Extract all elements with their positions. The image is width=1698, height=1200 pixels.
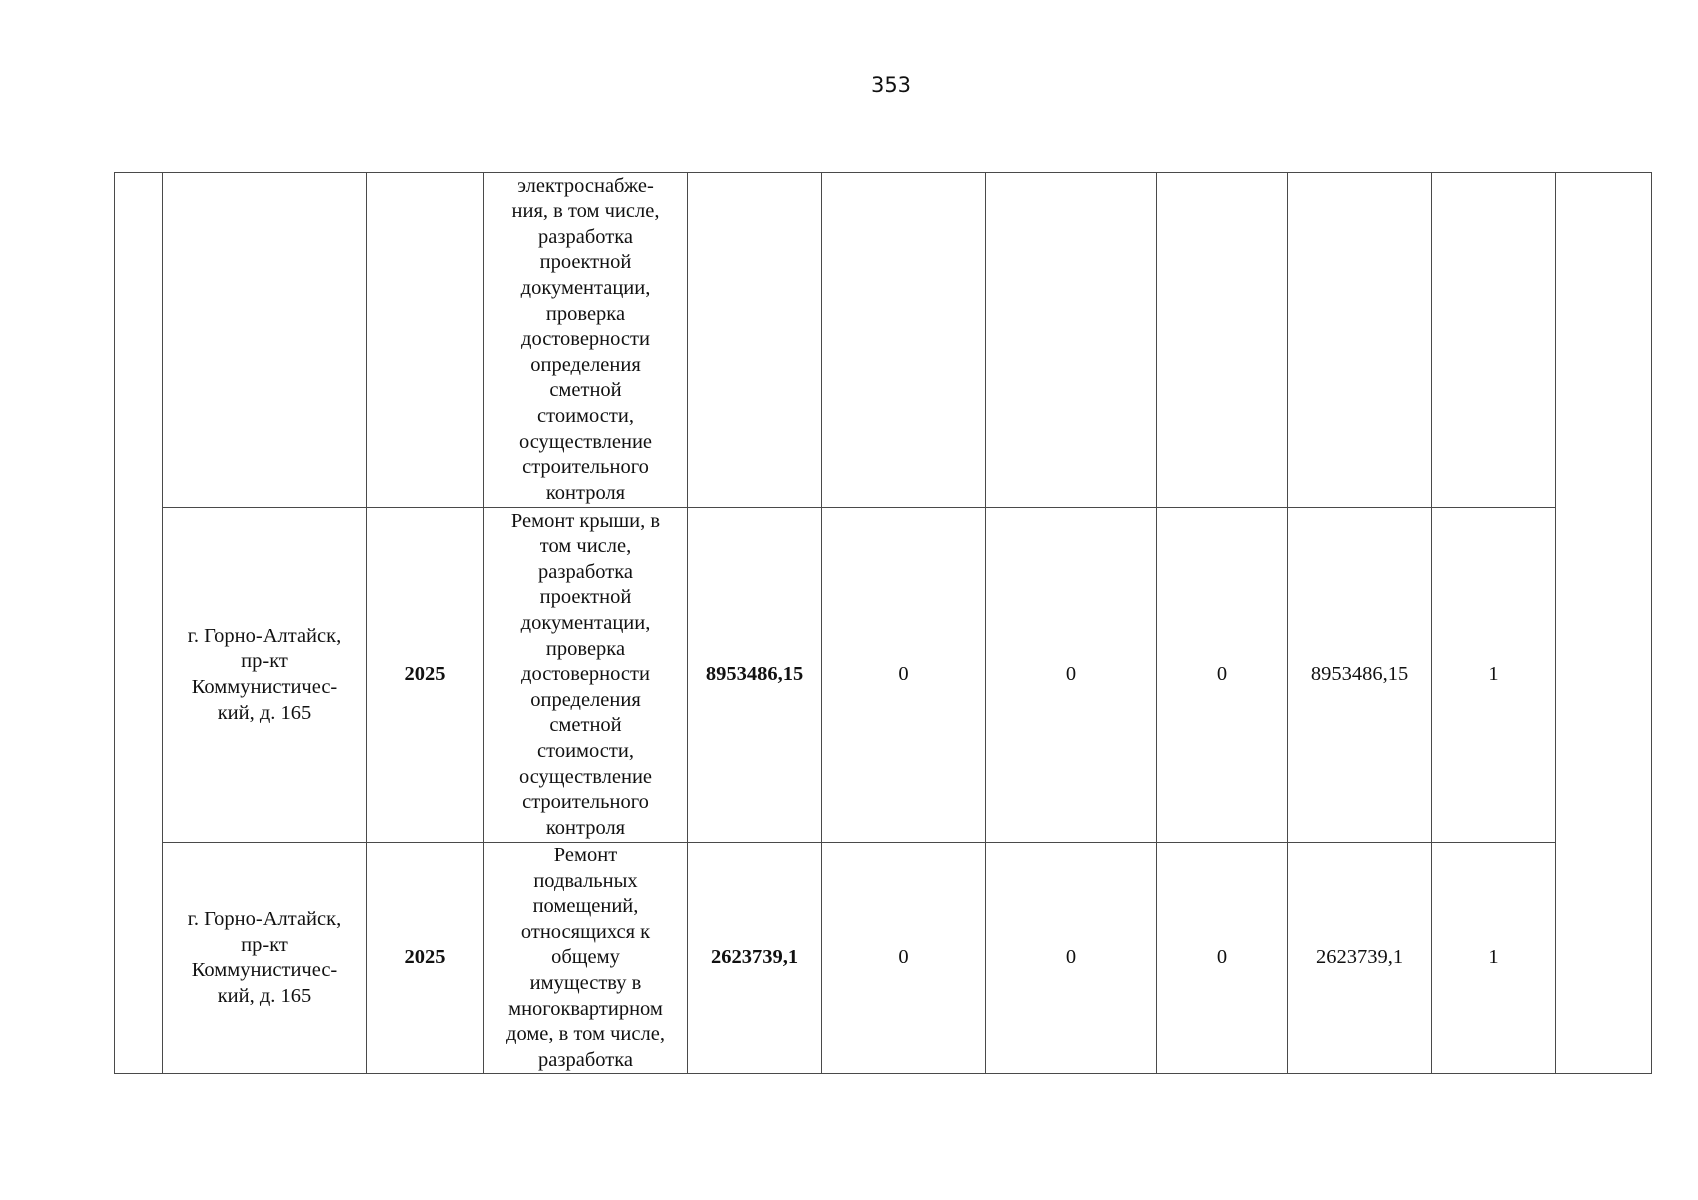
- work-description-cell: [484, 508, 688, 843]
- table-row: [115, 508, 1652, 843]
- last-column-cell: [1556, 173, 1652, 1074]
- year-cell: 2025: [367, 508, 484, 843]
- count-cell: 1: [1432, 843, 1556, 1074]
- owner-funds-cell: 8953486,15: [1288, 508, 1432, 843]
- fund-cell-3: 0: [1157, 508, 1288, 843]
- owner-funds-cell: 2623739,1: [1288, 843, 1432, 1074]
- year-cell: 2025: [367, 843, 484, 1074]
- work-description-text: Ремонт подвальных помещений, относящихся к общему имуществу в многоквартирном доме, в том числе, разработка: [506, 844, 665, 1071]
- address-cell: г. Горно-Алтайск, пр-кт Коммунистичес- кий, д. 165: [163, 843, 367, 1074]
- work-description-text: электроснабже- ния, в том числе, разработка проектной документации, проверка достоверности определения сметной стоимости, осуществление строительного контроля: [511, 174, 660, 504]
- count-cell: [1432, 173, 1556, 508]
- owner-funds-cell: [1288, 173, 1432, 508]
- fund-cell-3: 0: [1157, 843, 1288, 1074]
- year-cell: [367, 173, 484, 508]
- address-cell: [163, 173, 367, 508]
- address-cell: г. Горно-Алтайск, пр-кт Коммунистичес- кий, д. 165: [163, 508, 367, 843]
- fund-cell-3: [1157, 173, 1288, 508]
- row-number-cell: [115, 173, 163, 1074]
- total-cost-cell: [688, 173, 822, 508]
- page-number: 353: [870, 73, 912, 97]
- fund-cell-2: [986, 173, 1157, 508]
- table-row: [115, 173, 1652, 508]
- fund-cell-1: 0: [822, 843, 986, 1074]
- count-cell: 1: [1432, 508, 1556, 843]
- works-table: [114, 172, 1652, 1074]
- total-cost-cell: 8953486,15: [688, 508, 822, 843]
- fund-cell-2: 0: [986, 508, 1157, 843]
- work-description-cell: [484, 173, 688, 508]
- work-description-text: Ремонт крыши, в том числе, разработка проектной документации, проверка достоверности определения сметной стоимости, осуществление строительного контроля: [510, 509, 661, 839]
- table-row: [115, 843, 1652, 1074]
- total-cost-cell: 2623739,1: [688, 843, 822, 1074]
- fund-cell-2: 0: [986, 843, 1157, 1074]
- work-description-cell: [484, 843, 688, 1074]
- fund-cell-1: 0: [822, 508, 986, 843]
- fund-cell-1: [822, 173, 986, 508]
